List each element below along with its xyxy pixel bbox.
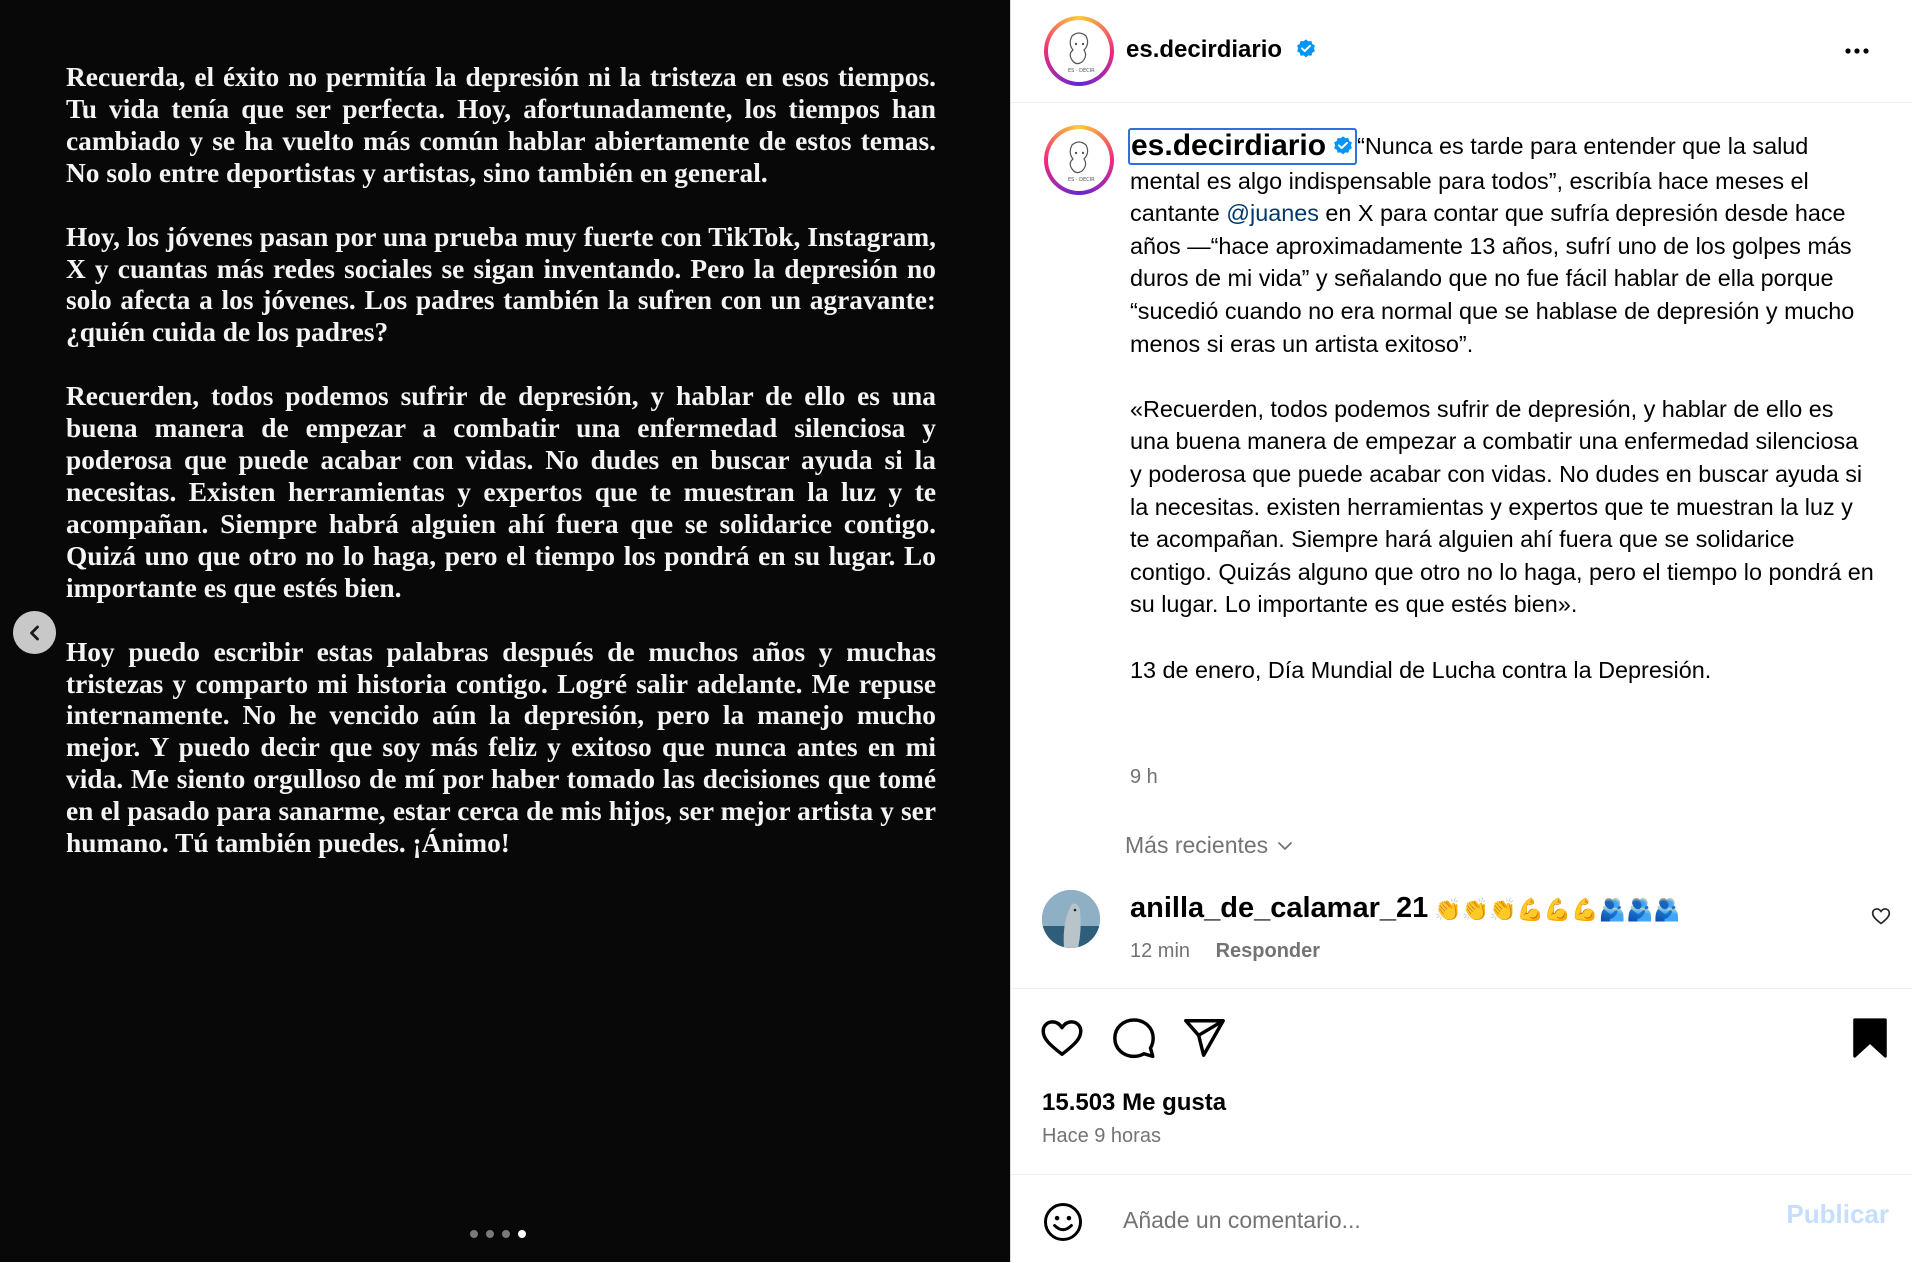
avatar-logo-text: ES · DECIR — [1068, 68, 1095, 74]
caption-paragraph-3: 13 de enero, Día Mundial de Lucha contra la Depresión. — [1130, 656, 1712, 683]
comment-item — [1011, 886, 1912, 986]
caption-username-link[interactable] — [1128, 128, 1357, 165]
post-timestamp[interactable]: Hace 9 horas — [1042, 1125, 1161, 1147]
caption-author-avatar[interactable] — [1044, 125, 1114, 195]
share-send-icon[interactable] — [1181, 1015, 1227, 1061]
sort-label: Más recientes — [1125, 832, 1269, 858]
carousel-dot — [470, 1230, 478, 1238]
caption-username: es.decirdiario — [1131, 129, 1327, 162]
mention-link[interactable]: @juanes — [1226, 200, 1319, 227]
author-username-text: es.decirdiario — [1126, 36, 1283, 63]
caption-timestamp[interactable]: 9 h — [1130, 766, 1158, 788]
previous-slide-button[interactable] — [13, 611, 56, 654]
media-paragraph-4: Hoy puedo escribir estas palabras después de muchos años y muchas tristezas y comparto mi historia contigo. Logré salir adelante. Me repuse internamente. No he vencido aún la depresión, pero la manejo mucho mejor. Y puedo decir que soy más feliz y exitoso que nunca antes en mi vida. Me siento orgulloso de mí por haber tomado las decisiones que tomé en el pasado para sanarme, estar cerca de mis hijos, ser mejor artista y ser humano. Tú también puedes. ¡Ánimo! — [66, 636, 936, 859]
emoji-smiley-icon[interactable] — [1042, 1201, 1084, 1243]
chevron-down-icon — [1276, 837, 1294, 855]
verified-badge-icon — [1332, 135, 1354, 157]
sort-comments-dropdown[interactable] — [1125, 832, 1294, 859]
media-paragraph-3: Recuerden, todos podemos sufrir de depresión, y hablar de ello es una buena manera de empezar a combatir una enfermedad silenciosa y poderosa que puede acabar con vidas. No dudes en buscar ayuda si la necesitas. Existen herramientas y expertos que te muestran la luz y te acompañan. Siempre habrá alguien ahí fuera que se solidarice contigo. Quizá uno que otro no lo haga, pero el tiempo los pondrá en su lugar. Lo importante es que estés bien. — [66, 381, 936, 603]
caption-paragraph-1 — [1130, 128, 1875, 360]
add-comment-bar — [1011, 1174, 1912, 1263]
comment-header — [1130, 892, 1681, 925]
avatar-illustration-icon — [1054, 26, 1104, 76]
dolphin-photo-icon — [1042, 890, 1100, 948]
caption-paragraph-2: «Recuerden, todos podemos sufrir de depresión, y hablar de ello es una buena manera de empezar a combatir una enfermedad silenciosa y poderosa que puede acabar con vidas. No dudes en buscar ayuda si la necesitas. existen herramientas y expertos que te muestran la luz y te acompañan. Siempre hará alguien ahí fuera que se solidarice contigo. Quizás alguno que otro no lo haga, pero el tiempo lo pondrá en su lugar. Lo importante es que estés bien». — [1130, 395, 1874, 618]
save-bookmark-icon[interactable] — [1847, 1015, 1893, 1061]
post-caption — [1130, 128, 1875, 719]
post-actions — [1011, 988, 1912, 1175]
caption-text-part1: “Nunca es tarde para entender que la salud mental es algo indispensable para todos”, escribía hace meses el cantante — [1130, 133, 1809, 227]
verified-badge-icon — [1295, 38, 1317, 60]
commenter-avatar[interactable] — [1042, 890, 1100, 948]
post-header — [1011, 0, 1912, 103]
media-paragraph-2: Hoy, los jóvenes pasan por una prueba muy fuerte con TikTok, Instagram, X y cuantas más redes sociales se sigan inventando. Pero la depresión no solo afecta a los jóvenes. Los padres también la sufren con un agravante: ¿quién cuida de los padres? — [66, 221, 936, 348]
chevron-left-icon — [25, 623, 45, 643]
comment-bubble-icon[interactable] — [1111, 1015, 1157, 1061]
like-heart-icon[interactable] — [1039, 1015, 1085, 1061]
carousel-dot-active — [518, 1230, 526, 1238]
reply-button[interactable]: Responder — [1215, 940, 1321, 962]
comment-input[interactable] — [1121, 1199, 1725, 1241]
publish-button[interactable]: Publicar — [1786, 1199, 1889, 1229]
carousel-dot — [502, 1230, 510, 1238]
carousel-indicator — [470, 1230, 526, 1238]
comment-text: 👏👏👏💪💪💪🫂🫂🫂 — [1434, 897, 1681, 922]
comment-meta — [1130, 940, 1320, 963]
avatar-illustration-icon — [1054, 135, 1104, 185]
more-options-icon[interactable] — [1842, 36, 1872, 66]
likes-count[interactable]: 15.503 Me gusta — [1042, 1089, 1227, 1116]
comment-heart-icon[interactable] — [1871, 906, 1891, 926]
post-sidebar — [1010, 0, 1912, 1262]
author-username[interactable] — [1126, 36, 1317, 64]
comment-time[interactable]: 12 min — [1130, 940, 1191, 962]
avatar-logo-text: ES · DECIR — [1068, 177, 1095, 183]
carousel-dot — [486, 1230, 494, 1238]
caption-text-part2: en X para contar que sufría depresión desde hace años —“hace aproximadamente 13 años, sufrí uno de los golpes más duros de mi vida” y señalando que no fue fácil hablar de ella porque “sucedió cuando no era normal que se hablase de depresión y mucho menos si eras un artista exitoso”. — [1130, 200, 1855, 357]
author-avatar[interactable] — [1044, 16, 1114, 86]
media-paragraph-1: Recuerda, el éxito no permitía la depresión ni la tristeza en esos tiempos. Tu vida tenía que ser perfecta. Hoy, afortunadamente, los tiempos han cambiado y se ha vuelto más común hablar abiertamente de estos temas. No solo entre deportistas y artistas, sino también en general. — [66, 62, 936, 188]
commenter-username[interactable]: anilla_de_calamar_21 — [1130, 892, 1429, 924]
comments-area[interactable] — [1011, 102, 1912, 988]
media-text — [66, 62, 936, 892]
